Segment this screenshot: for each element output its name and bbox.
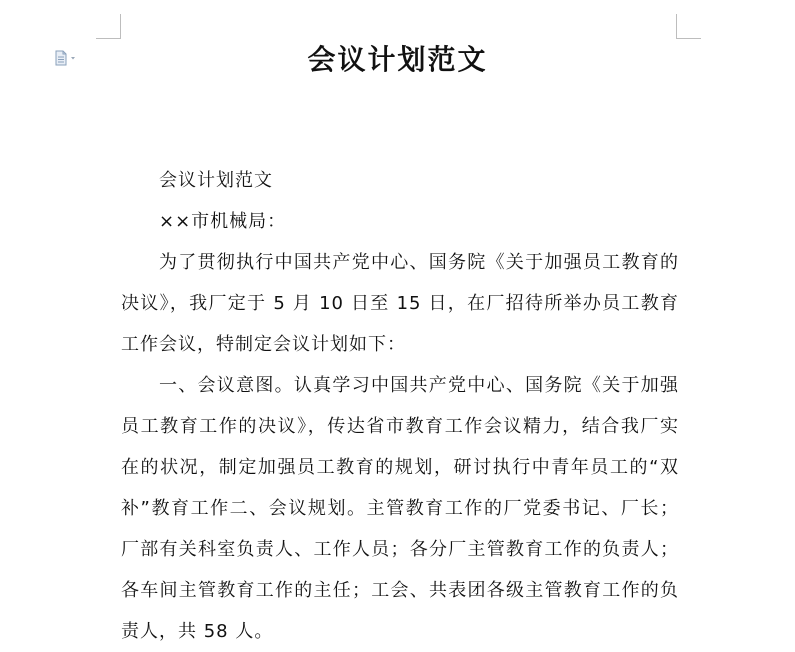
crop-mark-top-left (96, 14, 121, 39)
crop-mark-top-right (676, 14, 701, 39)
document-title: 会议计划范文 (307, 43, 488, 76)
paragraph-intro: 为了贯彻执行中国共产党中心、国务院《关于加强员工教育的决议》，我厂定于 5 月 10 日至 15 日，在厂招待所举办员工教育工作会议，特制定会议计划如下： (121, 252, 679, 355)
document-body (121, 160, 679, 652)
paragraph-addressee: ××市机械局： (159, 211, 287, 232)
paragraph-section-1: 一、会议意图。认真学习中国共产党中心、国务院《关于加强员工教育工作的决议》，传达省市教育工作会议精力，结合我厂实在的状况，制定加强员工教育的规划，研讨执行中青年员工的“双补”教育工作二、会议规划。主管教育工作的厂党委书记、厂长；厂部有关科室负责人、工作人员；各分厂主管教育工作的负责人；各车间主管教育工作的主任；工会、共表团各级主管教育工作的负责人，共 58 人。 (121, 375, 679, 642)
paragraph-heading: 会议计划范文 (159, 170, 273, 191)
